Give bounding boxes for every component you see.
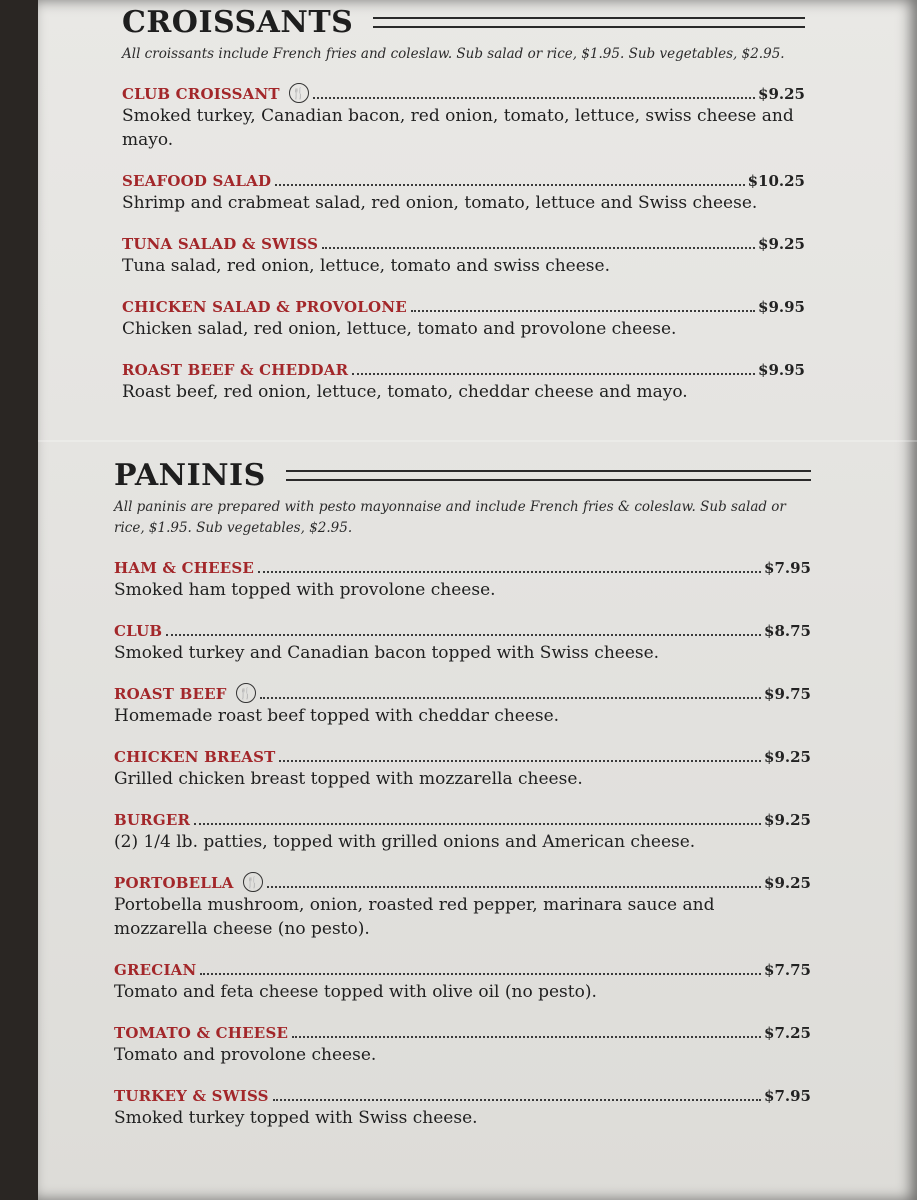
menu-item-description: Smoked turkey topped with Swiss cheese. [114,1108,478,1128]
menu-item-description: Smoked turkey, Canadian bacon, red onion, tomato, lettuce, swiss cheese and mayo. [122,106,794,150]
menu-item-name: ROAST BEEF [114,685,227,703]
menu-item [114,1083,811,1130]
menu-item-name: SEAFOOD SALAD [122,172,272,190]
menu-item-header [114,870,811,892]
section-title: CROISSANTS [122,4,354,40]
menu-page [38,0,917,1200]
menu-item-header [122,81,805,103]
menu-item-header [122,231,805,253]
menu-item-description: Tomato and feta cheese topped with olive oil (no pesto). [114,982,597,1002]
menu-item-description: Tomato and provolone cheese. [114,1045,377,1065]
fork-knife-icon: 🍴 [236,683,256,703]
menu-item-price: $9.25 [764,748,811,766]
fork-knife-icon: 🍴 [243,872,263,892]
section-note: All croissants include French fries and coleslaw. Sub salad or rice, $1.95. Sub vegetables, $2.95. [122,46,785,62]
dot-leader [313,97,755,99]
menu-item-name: CLUB CROISSANT [122,85,280,103]
menu-item-header [122,357,805,379]
menu-item-header [122,294,805,316]
menu-item-description: Roast beef, red onion, lettuce, tomato, cheddar cheese and mayo. [122,382,688,402]
menu-item [122,357,805,404]
menu-item-header [122,168,805,190]
menu-item-description: Shrimp and crabmeat salad, red onion, tomato, lettuce and Swiss cheese. [122,193,758,213]
paninis-section [114,455,811,1130]
menu-item-price: $9.95 [758,298,805,316]
dot-leader [275,184,744,186]
menu-item [114,555,811,602]
dot-leader [273,1099,761,1101]
dot-leader [260,697,761,699]
menu-item-price: $9.25 [764,874,811,892]
menu-item-header [114,681,811,703]
dot-leader [194,823,761,825]
section-header [114,455,811,495]
menu-item-header [114,618,811,640]
menu-item-header [114,555,811,577]
menu-items-list [114,555,811,1130]
menu-item-description: Smoked ham topped with provolone cheese. [114,580,496,600]
section-divider [286,470,811,481]
menu-item [122,81,805,152]
menu-item-name: CLUB [114,622,163,640]
menu-item-header [114,1083,811,1105]
section-title: PANINIS [114,457,266,493]
menu-item-name: TURKEY & SWISS [114,1087,269,1105]
dot-leader [267,886,761,888]
dot-leader [292,1036,761,1038]
menu-item-description: Smoked turkey and Canadian bacon topped with Swiss cheese. [114,643,660,663]
menu-items-list [122,81,805,404]
menu-item [122,294,805,341]
menu-item-name: TOMATO & CHEESE [114,1024,289,1042]
dot-leader [279,760,761,762]
section-note: All paninis are prepared with pesto mayonnaise and include French fries & coleslaw. Sub salad or rice, $1.95. Sub vegetables, $2.95. [114,499,786,536]
menu-item-price: $8.75 [764,622,811,640]
menu-item-name: HAM & CHEESE [114,559,255,577]
menu-item-name: BURGER [114,811,191,829]
menu-item-name: CHICKEN BREAST [114,748,276,766]
section-divider [373,17,805,28]
menu-item [114,681,811,728]
menu-item [114,618,811,665]
section-header [122,2,805,42]
menu-item-description: Portobella mushroom, onion, roasted red pepper, marinara sauce and mozzarella cheese (no pesto). [114,895,715,939]
dot-leader [411,310,755,312]
fork-knife-icon: 🍴 [289,83,309,103]
menu-item-description: Chicken salad, red onion, lettuce, tomato and provolone cheese. [122,319,677,339]
menu-item-price: $7.75 [764,961,811,979]
dot-leader [258,571,761,573]
menu-item [114,957,811,1004]
menu-item [114,1020,811,1067]
menu-item-price: $10.25 [747,172,805,190]
menu-item-price: $9.95 [758,361,805,379]
menu-item-name: GRECIAN [114,961,197,979]
menu-item-price: $7.95 [764,559,811,577]
menu-item [122,168,805,215]
menu-item-description: Grilled chicken breast topped with mozzarella cheese. [114,769,583,789]
menu-item-header [114,1020,811,1042]
menu-item-description: Tuna salad, red onion, lettuce, tomato and swiss cheese. [122,256,610,276]
menu-item-price: $9.25 [758,235,805,253]
menu-item [114,870,811,941]
menu-item-header [114,957,811,979]
menu-item-description: Homemade roast beef topped with cheddar cheese. [114,706,560,726]
menu-item-name: ROAST BEEF & CHEDDAR [122,361,349,379]
menu-item-price: $9.75 [764,685,811,703]
menu-item-name: CHICKEN SALAD & PROVOLONE [122,298,407,316]
dot-leader [322,247,755,249]
menu-item-price: $9.25 [758,85,805,103]
menu-item-price: $7.95 [764,1087,811,1105]
paper-crease [38,440,917,442]
menu-item-price: $7.25 [764,1024,811,1042]
menu-item-header [114,744,811,766]
menu-item-price: $9.25 [764,811,811,829]
menu-item-name: TUNA SALAD & SWISS [122,235,319,253]
dot-leader [166,634,761,636]
menu-item-description: (2) 1/4 lb. patties, topped with grilled onions and American cheese. [114,832,696,852]
menu-item-name: PORTOBELLA [114,874,234,892]
menu-item-header [114,807,811,829]
dot-leader [352,373,755,375]
menu-item [114,744,811,791]
menu-item [122,231,805,278]
croissants-section [122,2,805,404]
menu-item [114,807,811,854]
dot-leader [200,973,761,975]
